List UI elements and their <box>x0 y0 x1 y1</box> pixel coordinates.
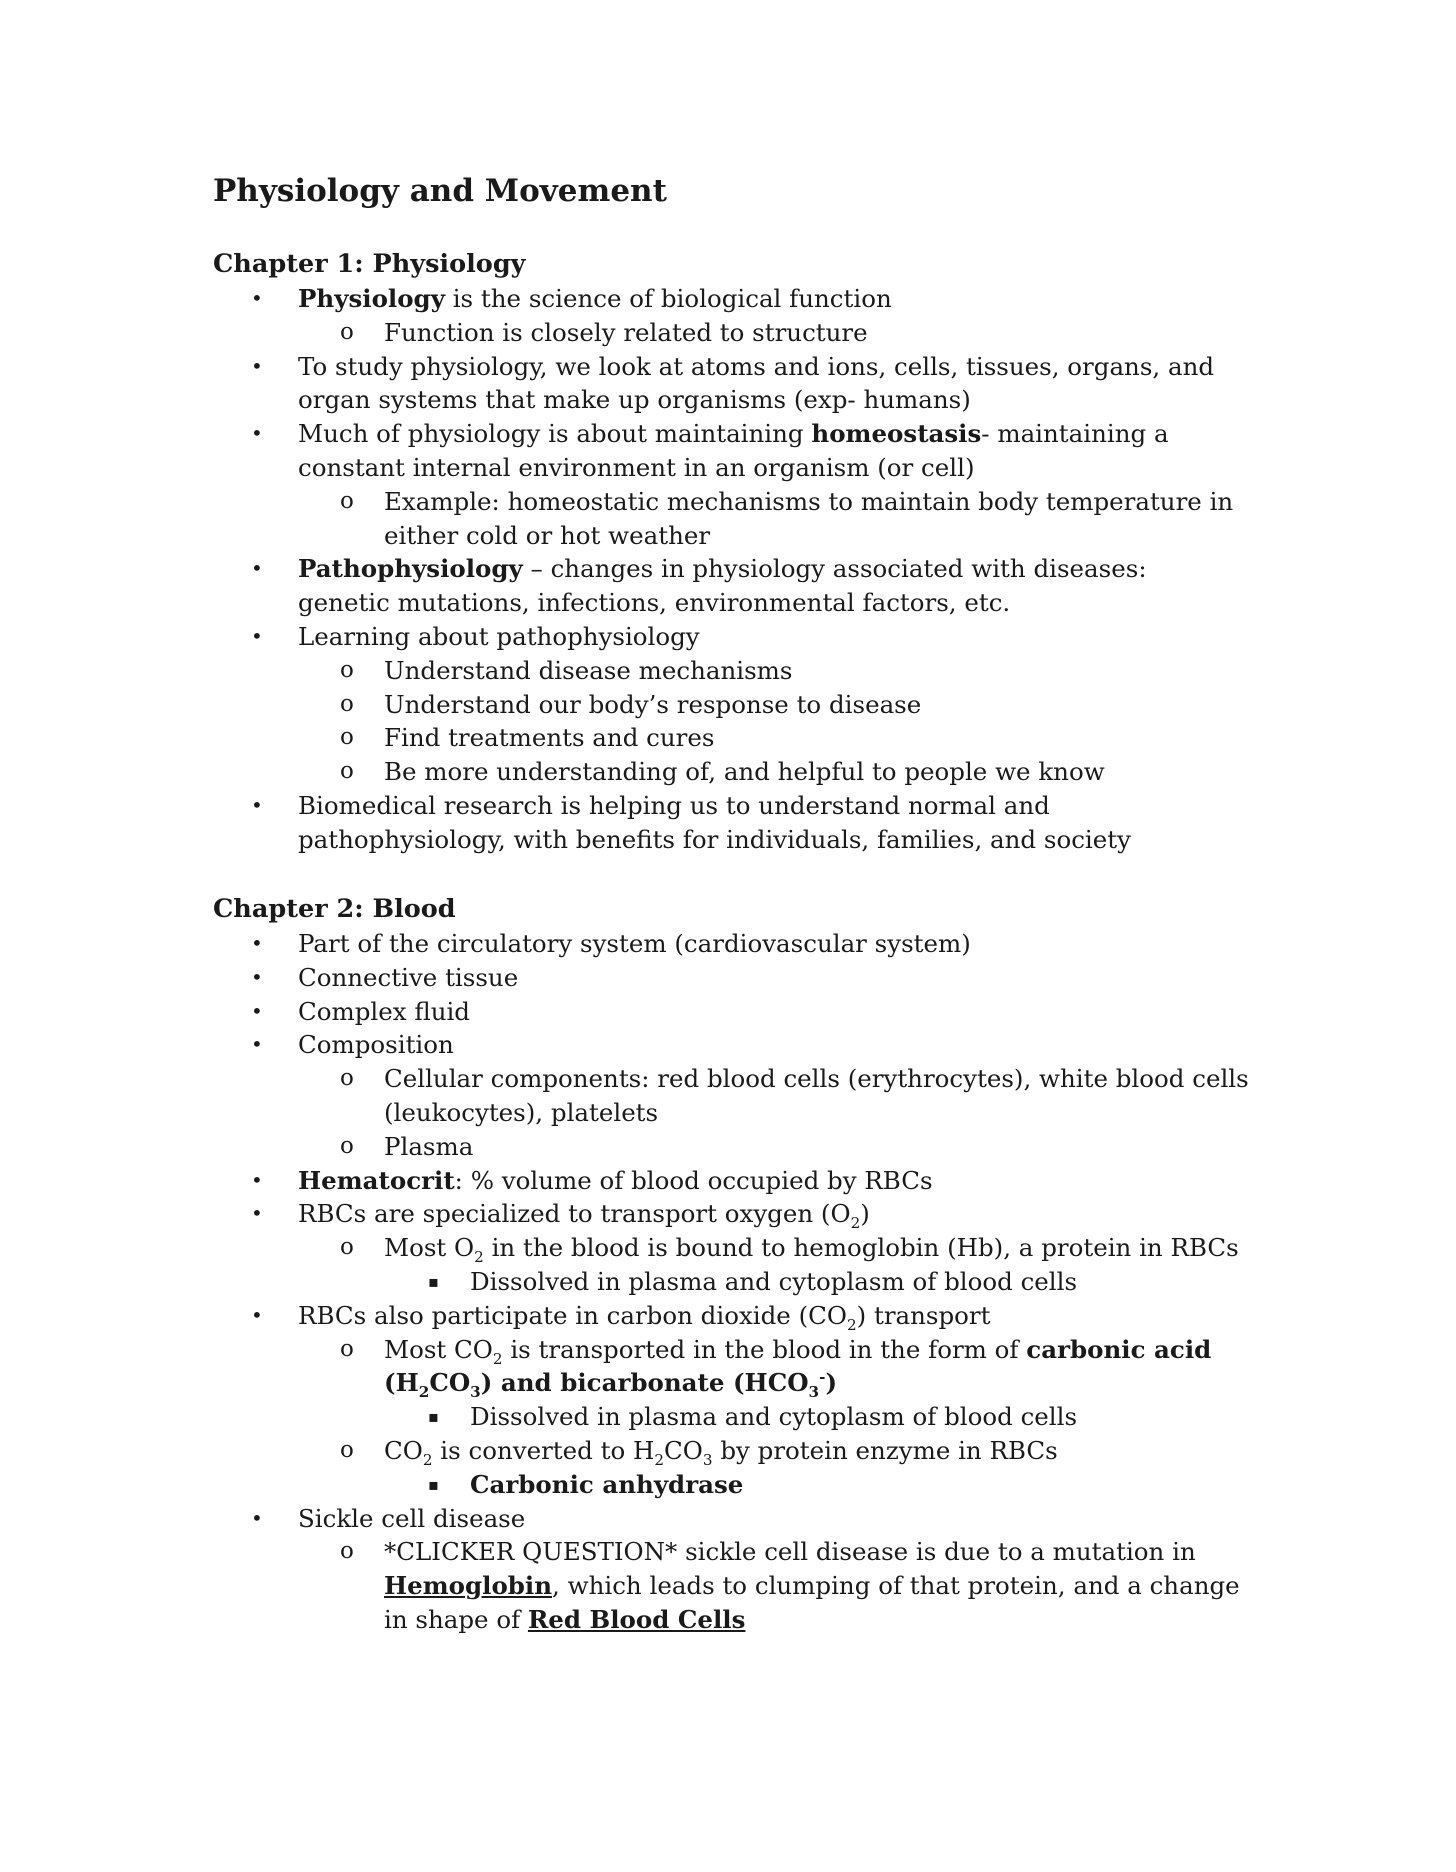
bullet-marker: • <box>251 1167 263 1192</box>
chapter-1-heading: Chapter 1: Physiology <box>213 249 526 279</box>
sub-list-item <box>298 654 1252 688</box>
list-text: RBCs also participate in carbon dioxide (CO <box>298 1300 847 1330</box>
term-bold: Physiology <box>298 284 445 313</box>
sub-marker: o <box>340 1538 354 1565</box>
list-text: Dissolved in plasma and cytoplasm of blood cells <box>470 1266 1078 1296</box>
list-text: Composition <box>298 1030 454 1060</box>
subscript: 2 <box>474 1248 484 1267</box>
list-text: Connective tissue <box>298 962 519 992</box>
list-item <box>0 350 1238 418</box>
sub-marker: o <box>340 487 354 514</box>
list-text: RBCs are specialized to transport oxygen (O <box>298 1199 851 1229</box>
list-text: Most O <box>384 1233 475 1263</box>
list-text: Much of physiology is about maintaining <box>298 419 812 449</box>
list-item <box>0 620 1238 789</box>
list-text: Most CO <box>384 1334 493 1364</box>
bullet-marker: • <box>251 998 263 1023</box>
sub-sub-list-item <box>384 1400 1252 1434</box>
bold-text: ) <box>825 1368 838 1398</box>
sub-sub-list-item <box>384 1265 1252 1299</box>
list-item <box>0 1028 1249 1163</box>
list-text: Example: homeostatic mechanisms to maintain body temperature in either cold or hot weather <box>384 486 1234 550</box>
sub-list-item <box>298 1062 1252 1130</box>
list-text: ) transport <box>856 1300 991 1330</box>
subscript: 3 <box>808 1383 820 1402</box>
subscript: 2 <box>850 1214 861 1233</box>
answer-hemoglobin: Hemoglobin <box>384 1571 553 1601</box>
term-bold: Hematocrit <box>298 1165 455 1195</box>
square-marker: ▪ <box>428 1474 439 1494</box>
list-text: *CLICKER QUESTION* sickle cell disease is due to a mutation in <box>384 1537 1196 1567</box>
sub-list-item <box>298 1231 1252 1299</box>
sub-list-item <box>298 688 1252 722</box>
bullet-marker: • <box>251 1201 263 1226</box>
sub-list-item <box>298 1535 1252 1636</box>
list-text: , which leads to clumping of that protein, and a change in shape of <box>384 1571 1240 1634</box>
sub-list-item <box>298 721 1252 755</box>
sub-marker: o <box>340 318 354 345</box>
bullet-marker: • <box>251 353 263 378</box>
sub-sub-list-item <box>384 1468 1252 1502</box>
list-text: is transported in the blood in the form of <box>502 1334 1027 1364</box>
bullet-marker: • <box>251 964 263 989</box>
subscript: 2 <box>418 1383 430 1402</box>
term-bold: Carbonic anhydrase <box>470 1469 744 1499</box>
list-text: Dissolved in plasma and cytoplasm of blood cells <box>470 1402 1078 1432</box>
list-text: by protein enzyme in RBCs <box>712 1435 1058 1465</box>
list-text: Complex fluid <box>298 996 470 1026</box>
bullet-marker: • <box>251 286 263 310</box>
sub-marker: o <box>340 1065 354 1092</box>
sub-marker: o <box>340 690 354 717</box>
bullet-marker: • <box>251 623 263 648</box>
subscript: 2 <box>846 1315 857 1334</box>
bullet-marker: • <box>251 1505 263 1530</box>
chapter-1-list <box>0 282 1238 857</box>
sub-marker: o <box>340 1234 354 1261</box>
list-text: Part of the circulatory system (cardiovascular system) <box>298 929 971 958</box>
subscript: 3 <box>702 1450 713 1469</box>
sub-list-item <box>298 485 1252 553</box>
list-text: Learning about pathophysiology <box>298 621 700 651</box>
term-bold: Pathophysiology <box>298 554 523 584</box>
chapter-2-heading: Chapter 2: Blood <box>213 894 456 924</box>
list-item <box>0 927 1238 961</box>
list-text: Biomedical research is helping us to understand normal and pathophysiology, with benefits for individuals, families, and society <box>298 790 1131 854</box>
list-text: Find treatments and cures <box>384 723 715 753</box>
document-title: Physiology and Movement <box>213 173 667 209</box>
sub-marker: o <box>340 724 354 751</box>
bullet-marker: • <box>251 931 263 955</box>
bullet-marker: • <box>251 421 263 446</box>
list-text: Sickle cell disease <box>298 1503 526 1533</box>
list-text: Understand disease mechanisms <box>384 655 793 685</box>
sub-marker: o <box>340 758 354 785</box>
subscript: 3 <box>470 1383 481 1402</box>
sub-list-item <box>298 1333 1252 1434</box>
list-item <box>0 995 1238 1029</box>
chapter-2-list <box>0 927 1249 1637</box>
list-text: in the blood is bound to hemoglobin (Hb), a protein in RBCs <box>483 1233 1239 1263</box>
list-text: ) <box>860 1199 870 1229</box>
list-item <box>0 1502 1238 1637</box>
list-text: - maintaining a constant internal environment in an organism (or cell) <box>298 419 1169 482</box>
list-text: is converted to H <box>432 1435 655 1465</box>
list-text: Plasma <box>384 1131 474 1161</box>
sub-marker: o <box>340 1132 354 1159</box>
list-text: To study physiology, we look at atoms and ions, cells, tissues, organs, and organ systems that make up organisms (exp- humans) <box>298 351 1215 415</box>
list-text: – changes in physiology associated with diseases: genetic mutations, infections, environmental factors, etc. <box>298 554 1147 618</box>
superscript: - <box>819 1368 826 1387</box>
list-text: Understand our body’s response to disease <box>384 689 922 719</box>
subscript: 2 <box>654 1450 665 1469</box>
bold-text: carbonic acid (H <box>384 1334 1212 1398</box>
sub-list-item <box>298 755 1252 789</box>
list-item <box>0 789 1238 857</box>
sub-list-item <box>298 1434 1252 1502</box>
sub-marker: o <box>340 1436 354 1463</box>
bullet-marker: • <box>251 556 263 581</box>
list-item <box>0 961 1238 995</box>
list-item <box>0 282 1238 350</box>
list-text: Be more understanding of, and helpful to people we know <box>384 757 1105 787</box>
subscript: 2 <box>492 1349 503 1368</box>
list-text: : % volume of blood occupied by RBCs <box>454 1165 933 1195</box>
list-text: Function is closely related to structure <box>384 317 868 347</box>
bullet-marker: • <box>251 1032 263 1057</box>
subscript: 2 <box>422 1450 433 1469</box>
list-text: CO <box>384 1435 423 1465</box>
term-bold: homeostasis <box>811 419 982 449</box>
bullet-marker: • <box>251 792 263 817</box>
list-item <box>0 552 1238 620</box>
bold-text: CO <box>429 1368 471 1398</box>
bold-text: ) and bicarbonate (HCO <box>480 1368 809 1398</box>
list-text: CO <box>664 1435 703 1465</box>
square-marker: ▪ <box>428 1271 439 1291</box>
list-text: Cellular components: red blood cells (erythrocytes), white blood cells (leukocytes), platelets <box>384 1064 1249 1127</box>
bullet-marker: • <box>251 1302 263 1327</box>
sub-marker: o <box>340 1335 354 1362</box>
list-item <box>0 1197 1238 1298</box>
sub-list-item <box>298 1130 1252 1164</box>
sub-list-item <box>298 316 1252 350</box>
list-item <box>0 1164 1238 1198</box>
square-marker: ▪ <box>428 1407 439 1427</box>
answer-red-blood-cells: Red Blood Cells <box>527 1604 746 1634</box>
sub-marker: o <box>340 656 354 683</box>
list-item <box>0 1299 1238 1502</box>
list-item <box>0 417 1238 552</box>
list-text: is the science of biological function <box>444 284 892 313</box>
